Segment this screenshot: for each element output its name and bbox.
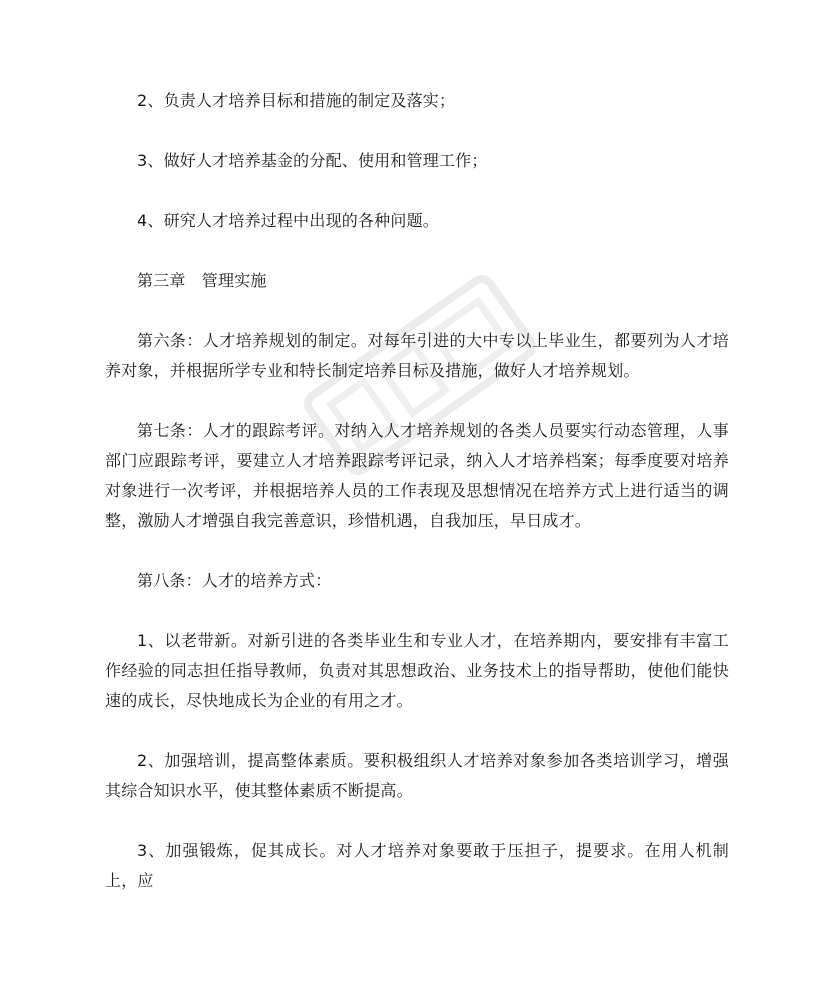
method-item-2: 2、加强培训，提高整体素质。要积极组织人才培养对象参加各类培训学习，增强其综合知识水平，使其整体素质不断提高。: [105, 751, 729, 800]
method-item-1: 1、以老带新。对新引进的各类毕业生和专业人才，在培养期内，要安排有丰富工作经验的同志担任指导教师，负责对其思想政治、业务技术上的指导帮助，使他们能快速的成长，尽快地成长为企业的有用之才。: [105, 631, 729, 710]
document-body: [105, 86, 729, 896]
method-item-3: 3、加强锻炼，促其成长。对人才培养对象要敢于压担子，提要求。在用人机制上，应: [105, 841, 729, 890]
clause-item-3: 3、做好人才培养基金的分配、使用和管理工作；: [137, 151, 488, 170]
article-8: 第八条：人才的培养方式：: [137, 571, 332, 590]
article-6: 第六条：人才培养规划的制定。对每年引进的大中专以上毕业生，都要列为人才培养对象，并根据所学专业和特长制定培养目标及措施，做好人才培养规划。: [105, 331, 729, 380]
clause-item-2: 2、负责人才培养目标和措施的制定及落实；: [137, 91, 456, 110]
article-7: 第七条：人才的跟踪考评。对纳入人才培养规划的各类人员要实行动态管理，人事部门应跟踪考评，要建立人才培养跟踪考评记录，纳入人才培养档案；每季度要对培养对象进行一次考评，并根据培养人员的工作表现及思想情况在培养方式上进行适当的调整，激励人才增强自我完善意识，珍惜机遇，自我加压，早日成才。: [105, 421, 729, 530]
chapter-heading: 第三章 管理实施: [137, 271, 267, 290]
clause-item-4: 4、研究人才培养过程中出现的各种问题。: [137, 211, 439, 230]
